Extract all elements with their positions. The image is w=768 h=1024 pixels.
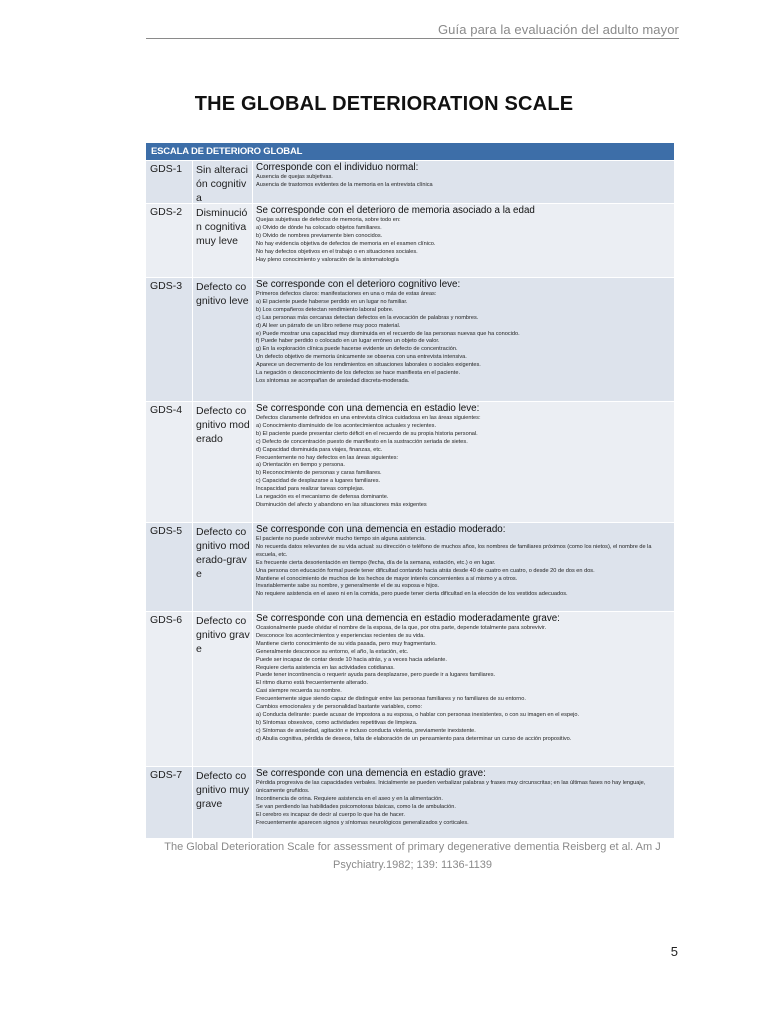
- stage-row: [146, 203, 674, 277]
- stage-description-line: Frecuentemente no hay defectos en las áreas siguientes:: [256, 454, 399, 461]
- stage-description-line: f) Puede haber perdido o colocado en un lugar erróneo un objeto de valor.: [256, 338, 440, 345]
- stage-description-line: Primeros defectos claros: manifestaciones en una o más de estas áreas:: [256, 291, 437, 297]
- stage-description-line: La negación es el mecanismo de defensa dominante.: [256, 494, 389, 501]
- stage-name: Disminución cognitiva muy leve: [193, 204, 253, 277]
- stage-row: [146, 611, 674, 766]
- stage-description: [253, 161, 674, 203]
- stage-name: Defecto cognitivo moderado-grave: [193, 523, 253, 611]
- stage-description-line: Frecuentemente aparecen signos y síntomas neurológicos generalizados y corticales.: [256, 819, 469, 826]
- table-caption: The Global Deterioration Scale for assessment of primary degenerative dementia Reisberg et al. Am J Psychiatry.1982; 139: 1136-1139: [164, 841, 661, 871]
- stage-name: Defecto cognitivo leve: [193, 278, 253, 401]
- stage-description-line: El paciente no puede sobrevivir mucho tiempo sin alguna asistencia.: [256, 536, 426, 542]
- table-header: ESCALA DE DETERIORO GLOBAL: [146, 143, 674, 160]
- page-number: 5: [670, 944, 678, 959]
- stage-description-line: g) En la exploración clínica puede hacerse evidente un defecto de concentración.: [256, 346, 458, 353]
- stage-description-line: Casi siempre recuerda su nombre.: [256, 688, 342, 695]
- stage-code: GDS-7: [146, 767, 193, 838]
- stage-description-line: Ocasionalmente puede olvidar el nombre de la esposa, de la que, por otra parte, depende totalmente para sobrevivir.: [256, 625, 547, 631]
- stage-description-line: Disminución del afecto y abandono en las situaciones más exigentes: [256, 501, 427, 508]
- stage-description-line: Mantiene el conocimiento de muchos de los hechos de mayor interés concernientes a sí mismo y a otros.: [256, 575, 518, 582]
- stage-description-line: Un defecto objetivo de memoria únicamente se observa con una entrevista intensiva.: [256, 354, 467, 361]
- stage-description-line: No requiere asistencia en el aseo ni en la comida, pero puede tener cierta dificultad en la elección de los vestidos adecuados.: [256, 591, 568, 598]
- stage-description-line: No hay defectos objetivos en el trabajo o en situaciones sociales.: [256, 248, 418, 255]
- stage-description-line: El ritmo diurno está frecuentemente alterado.: [256, 680, 368, 687]
- stage-code: GDS-3: [146, 278, 193, 401]
- header-title: Guía para la evaluación del adulto mayor: [437, 22, 679, 37]
- stage-row: [146, 522, 674, 611]
- stage-description-line: Generalmente desconoce su entorno, el año, la estación, etc.: [256, 648, 409, 655]
- stage-name: Defecto cognitivo grave: [193, 612, 253, 766]
- stage-description-line: Una persona con educación formal puede tener dificultad contando hacia atrás desde 40 de cuatro en cuatro, o desde 20 de dos en dos.: [256, 567, 595, 574]
- stage-description: [253, 204, 674, 277]
- stage-description-line: e) Puede mostrar una capacidad muy disminuida en el recuerdo de las personas nuevas que ha conocido.: [256, 330, 520, 337]
- stage-heading: Se corresponde con una demencia en estadio leve:: [256, 403, 480, 414]
- stage-heading: Se corresponde con una demencia en estadio moderadamente grave:: [256, 613, 560, 624]
- stage-description: [253, 767, 674, 838]
- stage-description-line: Pérdida progresiva de las capacidades verbales. Inicialmente se pueden verbalizar palabras y frases muy circunscritas; en las últimas fases no hay lenguaje, únicamente gruñidos.: [256, 780, 646, 794]
- stage-description-line: b) Reconocimiento de personas y caras familiares.: [256, 470, 382, 477]
- stage-description-line: Requiere cierta asistencia en las actividades cotidianas.: [256, 664, 395, 671]
- stage-description-line: d) Al leer un párrafo de un libro retiene muy poco material.: [256, 322, 401, 329]
- stage-description-line: c) Las personas más cercanas detectan defectos en la evocación de palabras y nombres.: [256, 314, 479, 321]
- stage-description-line: Se van perdiendo las habilidades psicomotoras básicas, como la de ambulación.: [256, 803, 456, 810]
- stage-description-line: Quejas subjetivas de defectos de memoria, sobre todo en:: [256, 217, 401, 223]
- stage-heading: Se corresponde con una demencia en estadio grave:: [256, 768, 486, 779]
- stage-row: [146, 160, 674, 203]
- stage-description-line: d) Abulia cognitiva, pérdida de deseos, falta de elaboración de un pensamiento para determinar un curso de acción propositivo.: [256, 735, 572, 742]
- stage-description-line: a) Olvido de dónde ha colocado objetos familiares.: [256, 224, 382, 231]
- stage-description: [253, 523, 674, 611]
- stage-description: [253, 402, 674, 522]
- stage-description-line: Ausencia de trastornos evidentes de la memoria en la entrevista clínica: [256, 181, 433, 188]
- stage-description-line: Puede tener incontinencia o requerir ayuda para desplazarse, pero puede ir a lugares familiares.: [256, 672, 496, 679]
- stage-description-line: Ausencia de quejas subjetivas.: [256, 174, 333, 180]
- stage-description-line: c) Síntomas de ansiedad, agitación e incluso conducta violenta, previamente inexistente.: [256, 727, 476, 734]
- stage-description-line: Cambios emocionales y de personalidad bastante variables, como:: [256, 704, 423, 711]
- stage-heading: Se corresponde con el deterioro de memoria asociado a la edad: [256, 205, 535, 216]
- stage-heading: Se corresponde con una demencia en estadio moderado:: [256, 524, 506, 535]
- stage-description-line: c) Capacidad de desplazarse a lugares familiares.: [256, 478, 381, 485]
- stage-code: GDS-6: [146, 612, 193, 766]
- stage-description-line: Aparece un decremento de los rendimientos en situaciones laborales o sociales exigentes.: [256, 362, 481, 369]
- header-divider: [146, 38, 679, 39]
- stage-code: GDS-2: [146, 204, 193, 277]
- stage-name: Defecto cognitivo moderado: [193, 402, 253, 522]
- gds-table: [146, 143, 674, 838]
- stage-description-line: Es frecuente cierta desorientación en tiempo (fecha, día de la semana, estación, etc.) o en lugar.: [256, 559, 496, 566]
- stage-description-line: Hay pleno conocimiento y valoración de la sintomatología: [256, 256, 399, 263]
- stage-row: [146, 401, 674, 522]
- stage-description-line: a) Conocimiento disminuido de los acontecimientos actuales y recientes.: [256, 422, 437, 429]
- stage-description-line: Incontinencia de orina. Requiere asistencia en el aseo y en la alimentación.: [256, 795, 443, 802]
- stage-name: Sin alteración cognitiva: [193, 161, 253, 203]
- stage-heading: Se corresponde con el deterioro cognitivo leve:: [256, 279, 461, 290]
- stage-name: Defecto cognitivo muy grave: [193, 767, 253, 838]
- stage-description-line: b) Olvido de nombres previamente bien conocidos.: [256, 232, 383, 239]
- stage-code: GDS-5: [146, 523, 193, 611]
- stage-description-line: No hay evidencia objetiva de defectos de memoria en el examen clínico.: [256, 240, 436, 247]
- stage-description-line: No recuerda datos relevantes de su vida actual: su dirección o teléfono de muchos años, los nombres de familiares próximos (como los nietos), el nombre de la escuela, etc.: [256, 543, 652, 558]
- stage-description-line: b) Los compañeros detectan rendimiento laboral pobre.: [256, 306, 394, 313]
- stage-description-line: b) El paciente puede presentar cierto déficit en el recuerdo de su propia historia personal.: [256, 430, 478, 437]
- stage-description-line: Defectos claramente definidos en una entrevista clínica cuidadosa en las áreas siguientes:: [256, 415, 481, 421]
- stage-description-line: a) Conducta delirante: puede acusar de impostora a su esposa, o hablar con personas inexistentes, o con su imagen en el espejo.: [256, 711, 580, 718]
- stage-description-line: a) El paciente puede haberse perdido en un lugar no familiar.: [256, 298, 408, 305]
- stage-description-line: Invariablemente sabe su nombre, y generalmente el de su esposa e hijos.: [256, 583, 440, 590]
- stage-row: [146, 277, 674, 401]
- stage-code: GDS-1: [146, 161, 193, 203]
- stage-description-line: c) Defecto de concentración puesto de manifiesto en la sustracción seriada de sietes.: [256, 438, 468, 445]
- stage-description-line: Puede ser incapaz de contar desde 10 hacia atrás, y a veces hacia adelante.: [256, 656, 447, 663]
- stage-description: [253, 278, 674, 401]
- stage-description-line: Frecuentemente sigue siendo capaz de distinguir entre las personas familiares y no familiares de su entorno.: [256, 696, 526, 703]
- stage-description-line: a) Orientación en tiempo y persona.: [256, 462, 345, 469]
- stage-description-line: Incapacidad para realizar tareas complejas.: [256, 486, 365, 493]
- stage-row: [146, 766, 674, 838]
- stage-description: [253, 612, 674, 766]
- stage-heading: Corresponde con el individuo normal:: [256, 162, 419, 173]
- stage-description-line: b) Síntomas obsesivos, como actividades repetitivas de limpieza.: [256, 719, 418, 726]
- stage-description-line: d) Capacidad disminuida para viajes, finanzas, etc.: [256, 446, 383, 453]
- stage-description-line: La negación o desconocimiento de los defectos se hace manifiesta en el paciente.: [256, 370, 460, 377]
- stage-description-line: Desconoce los acontecimientos y experiencias recientes de su vida.: [256, 632, 425, 639]
- stage-description-line: Mantiene cierto conocimiento de su vida pasada, pero muy fragmentario.: [256, 640, 437, 647]
- stage-description-line: Los síntomas se acompañan de ansiedad discreta-moderada.: [256, 377, 410, 384]
- page-title: THE GLOBAL DETERIORATION SCALE: [194, 93, 574, 115]
- stage-description-line: El cerebro es incapaz de decir al cuerpo lo que ha de hacer.: [256, 811, 405, 818]
- stage-code: GDS-4: [146, 402, 193, 522]
